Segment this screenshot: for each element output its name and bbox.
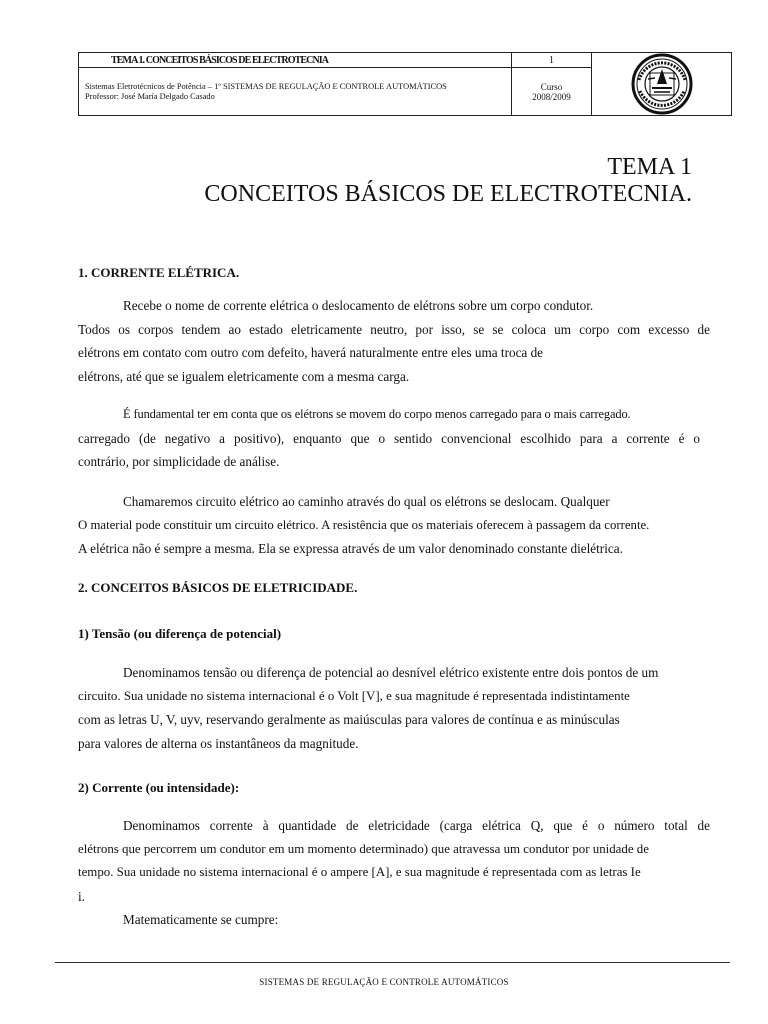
paragraph-line: O material pode constituir um circuito elétrico. A resistência que os materiais oferecem à passagem da corrente.	[78, 517, 650, 532]
page-number: 1	[512, 53, 592, 68]
paragraph-line: i.	[78, 888, 85, 904]
title-line-2: CONCEITOS BÁSICOS DE ELECTROTECNIA.	[204, 181, 692, 207]
header-topic: TEMA 1. CONCEITOS BÁSICOS DE ELECTROTECNIA	[79, 53, 512, 68]
curso-year: 2008/2009	[532, 91, 571, 102]
subsection-2-heading: 2) Corrente (ou intensidade):	[78, 780, 240, 795]
header-course-info	[79, 68, 512, 116]
paragraph-line: Denominamos corrente à quantidade de eletricidade (carga elétrica Q, que é o número total de	[123, 818, 710, 833]
professor-line: Professor: José María Delgado Casado	[85, 91, 215, 101]
section-1-heading: 1. CORRENTE ELÉTRICA.	[78, 265, 240, 280]
paragraph-line: Denominamos tensão ou diferença de potencial ao desnível elétrico existente entre dois pontos de um	[123, 665, 659, 680]
paragraph-line: elétrons que percorrem um condutor em um momento determinado) que atravessa um condutor por unidade de	[78, 841, 649, 856]
paragraph-line: Todos os corpos tendem ao estado eletricamente neutro, por isso, se se coloca um corpo com excesso de	[78, 321, 710, 337]
paragraph-line: Recebe o nome de corrente elétrica o deslocamento de elétrons sobre um corpo condutor.	[123, 298, 594, 313]
footer-divider	[55, 962, 730, 963]
curso-label: Curso	[540, 81, 563, 92]
paragraph-1	[78, 294, 710, 388]
paragraph-3	[78, 490, 710, 561]
subsection-1-heading: 1) Tensão (ou diferença de potencial)	[78, 626, 282, 641]
paragraph-line: circuito. Sua unidade no sistema internacional é o Volt [V], e sua magnitude é representada indistintamente	[78, 688, 630, 703]
paragraph-line: É fundamental ter em conta que os elétrons se movem do corpo menos carregado para o mais carregado.	[123, 407, 631, 421]
section-2-heading: 2. CONCEITOS BÁSICOS DE ELETRICIDADE.	[78, 580, 358, 595]
footer-text: SISTEMAS DE REGULAÇÃO E CONTROLE AUTOMÁTICOS	[259, 977, 509, 987]
paragraph-line: carregado (de negativo a positivo), enquanto que o sentido convencional escolhido para a corrente é o	[78, 430, 700, 446]
course-year-cell	[512, 68, 592, 116]
department-seal-icon	[621, 53, 703, 115]
paragraph-line: tempo. Sua unidade no sistema internacional é o ampere [A], e sua magnitude é representada com as letras Ie	[78, 865, 641, 879]
paragraph-2	[78, 403, 713, 474]
paragraph-line: A elétrica não é sempre a mesma. Ela se expressa através de um valor denominado constante dielétrica.	[78, 541, 623, 556]
paragraph-line: Matematicamente se cumpre:	[123, 912, 279, 927]
course-line: Sistemas Eletrotécnicos de Potência – 1º SISTEMAS DE REGULAÇÃO E CONTROLE AUTOMÁTICOS	[85, 81, 447, 91]
paragraph-5	[78, 814, 710, 932]
paragraph-line: elétrons em contato com outro com defeito, haverá naturalmente entre eles uma troca de	[78, 345, 544, 360]
paragraph-line: elétrons, até que se igualem eletricamente com a mesma carga.	[78, 368, 410, 384]
paragraph-line: com as letras U, V, uyv, reservando geralmente as maiúsculas para valores de contínua e as minúsculas	[78, 712, 620, 727]
header-table	[78, 52, 732, 116]
paragraph-line: contrário, por simplicidade de análise.	[78, 454, 280, 469]
paragraph-line: para valores de alterna os instantâneos da magnitude.	[78, 735, 359, 751]
paragraph-line: Chamaremos circuito elétrico ao caminho através do qual os elétrons se deslocam. Qualquer	[123, 494, 610, 509]
title-line-1: TEMA 1	[607, 154, 692, 180]
logo-cell	[592, 53, 732, 116]
document-title	[204, 154, 692, 208]
paragraph-4	[78, 661, 710, 755]
